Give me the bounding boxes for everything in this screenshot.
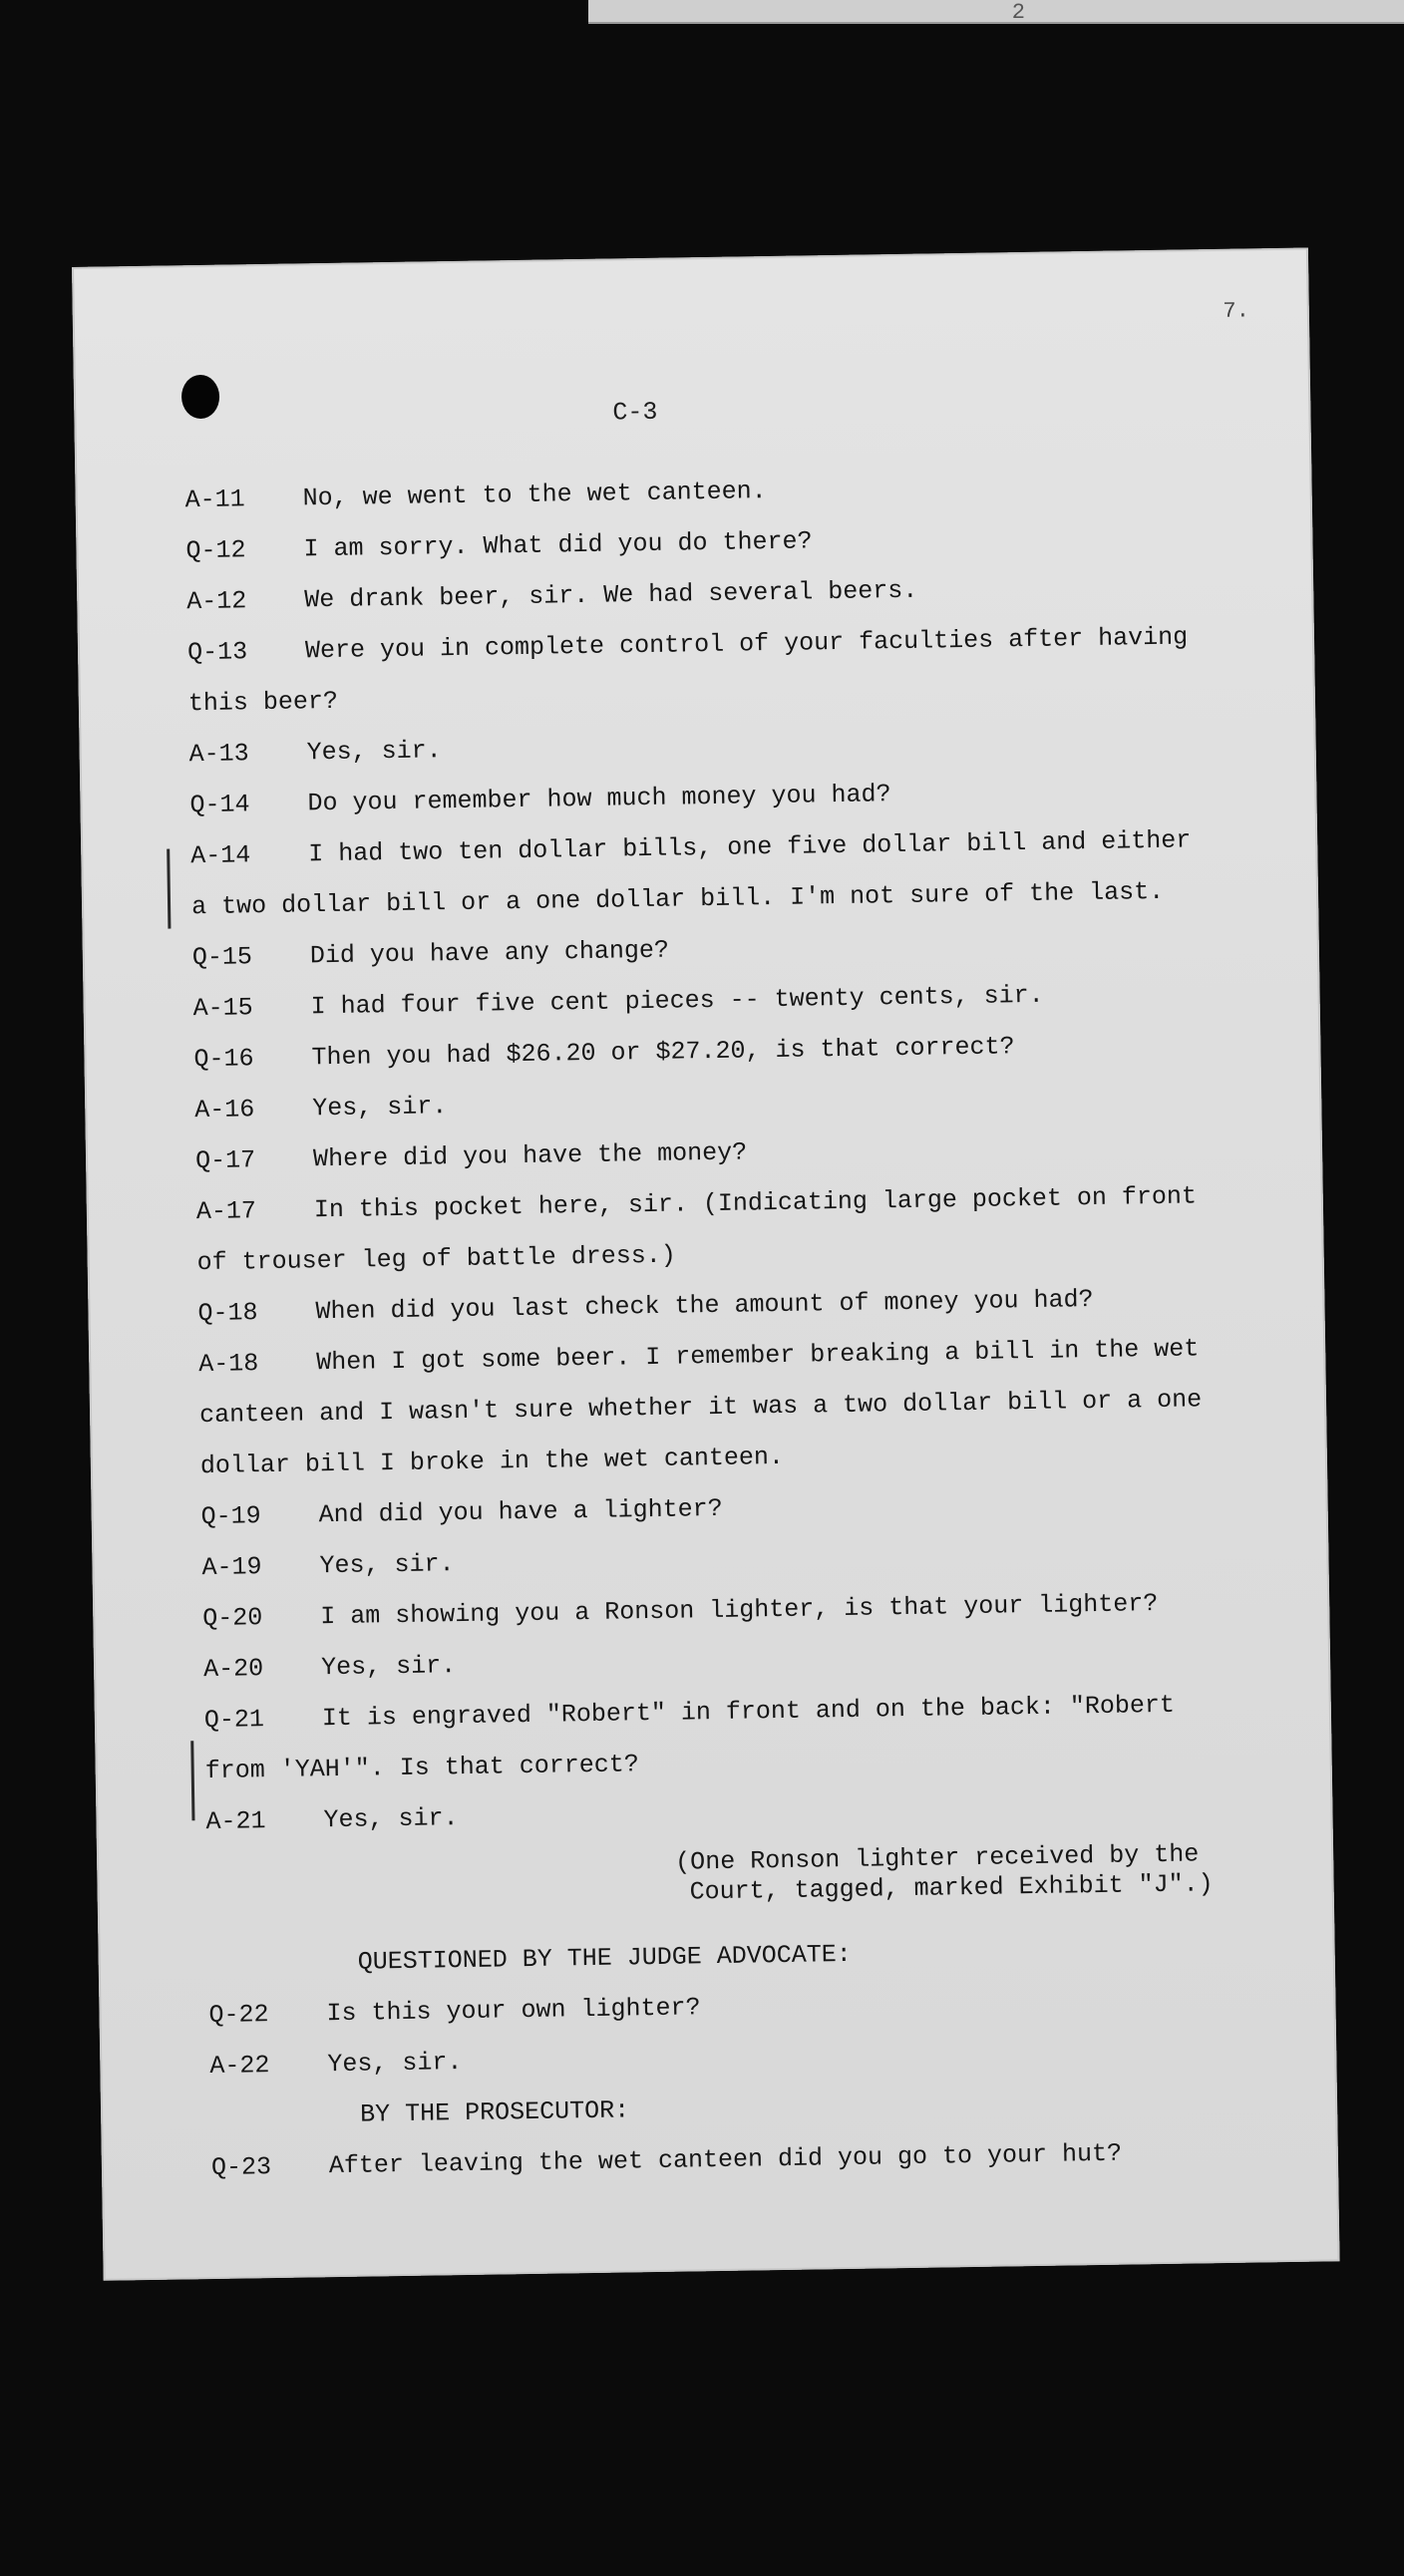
line-label: A-13	[188, 739, 249, 770]
line-continuation: a two dollar bill or a one dollar bill. I'm not sure of the last.	[190, 876, 1165, 922]
line-text: When did you last check the amount of money you had?	[315, 1285, 1094, 1327]
exhibit-note-line-1: (One Ronson lighter received by the	[674, 1839, 1200, 1877]
line-label: Q-23	[210, 2152, 272, 2183]
line-text: Yes, sir.	[306, 736, 442, 768]
line-label: Q-15	[191, 942, 253, 973]
line-text: I am sorry. What did you do there?	[303, 526, 813, 564]
line-text: When I got some beer. I remember breaking a bill in the wet	[316, 1334, 1200, 1378]
line-label: Q-17	[194, 1145, 256, 1176]
judge-advocate-entries	[208, 1973, 1266, 2092]
line-label: A-20	[202, 1654, 264, 1685]
line-text: Then you had $26.20 or $27.20, is that correct?	[311, 1032, 1015, 1073]
line-label: Q-19	[200, 1501, 261, 1532]
line-continuation: of trouser leg of battle dress.)	[196, 1240, 676, 1278]
line-label: A-22	[209, 2051, 270, 2082]
heading-judge-advocate: QUESTIONED BY THE JUDGE ADVOCATE:	[357, 1939, 853, 1977]
line-text: Yes, sir.	[312, 1092, 448, 1124]
line-label: Q-13	[186, 637, 248, 668]
line-continuation: canteen and I wasn't sure whether it was a two dollar bill or a one	[198, 1385, 1203, 1431]
line-text: In this pocket here, sir. (Indicating large pocket on front	[313, 1181, 1198, 1225]
line-text: No, we went to the wet canteen.	[302, 477, 767, 513]
line-label: Q-16	[193, 1044, 254, 1075]
line-text: Were you in complete control of your faculties after having	[304, 622, 1189, 666]
line-text: And did you have a lighter?	[318, 1493, 723, 1530]
margin-mark-q21	[190, 1741, 194, 1820]
document-page	[72, 248, 1340, 2281]
adjacent-page-strip	[588, 0, 1404, 24]
line-text: Yes, sir.	[320, 1651, 457, 1683]
line-label: Q-21	[203, 1705, 265, 1736]
punch-hole	[181, 375, 220, 420]
line-text: I had two ten dollar bills, one five dollar bill and either	[308, 825, 1192, 869]
line-text: Yes, sir.	[323, 1803, 459, 1835]
folio-number: 7.	[1223, 298, 1250, 324]
line-label: Q-20	[202, 1603, 263, 1634]
exhibit-note	[675, 1830, 1264, 1931]
line-label: A-17	[195, 1196, 257, 1227]
line-text: I had four five cent pieces -- twenty cents, sir.	[310, 980, 1044, 1022]
line-label: A-11	[184, 484, 245, 515]
line-label: Q-18	[197, 1298, 258, 1329]
transcript-body	[184, 459, 1268, 2193]
line-label: A-18	[198, 1349, 259, 1380]
page-number: C-3	[612, 397, 658, 428]
line-continuation: this beer?	[187, 686, 339, 719]
line-label: A-12	[186, 586, 247, 617]
line-label: A-15	[192, 993, 253, 1024]
line-label: A-14	[190, 840, 251, 871]
line-continuation: from 'YAH'". Is that correct?	[204, 1750, 639, 1786]
line-text: Did you have any change?	[309, 935, 670, 971]
margin-mark-a14	[167, 849, 171, 929]
exhibit-note-line-2: Court, tagged, marked Exhibit "J".)	[689, 1869, 1214, 1907]
line-text: Do you remember how much money you had?	[307, 780, 891, 818]
heading-prosecutor: BY THE PROSECUTOR:	[359, 2095, 630, 2129]
line-label: A-19	[201, 1552, 262, 1583]
line-text: Yes, sir.	[327, 2048, 463, 2080]
line-label: A-21	[205, 1806, 266, 1837]
line-text: Yes, sir.	[319, 1549, 455, 1581]
line-label: Q-22	[208, 2000, 269, 2031]
strip-mark: 2	[1011, 0, 1025, 25]
line-text: After leaving the wet canteen did you go to your hut?	[328, 2138, 1123, 2181]
line-text: It is engraved "Robert" in front and on the back: "Robert	[321, 1690, 1176, 1734]
line-text: I am showing you a Ronson lighter, is that your lighter?	[320, 1589, 1159, 1632]
line-continuation: dollar bill I broke in the wet canteen.	[199, 1442, 785, 1481]
line-text: Is this your own lighter?	[326, 1993, 701, 2029]
line-text: Where did you have the money?	[312, 1137, 748, 1174]
line-text: We drank beer, sir. We had several beers.	[304, 575, 918, 615]
line-label: Q-14	[189, 790, 250, 820]
line-label: A-16	[194, 1095, 255, 1126]
testimony-entries	[184, 459, 1262, 1847]
line-label: Q-12	[185, 535, 246, 566]
